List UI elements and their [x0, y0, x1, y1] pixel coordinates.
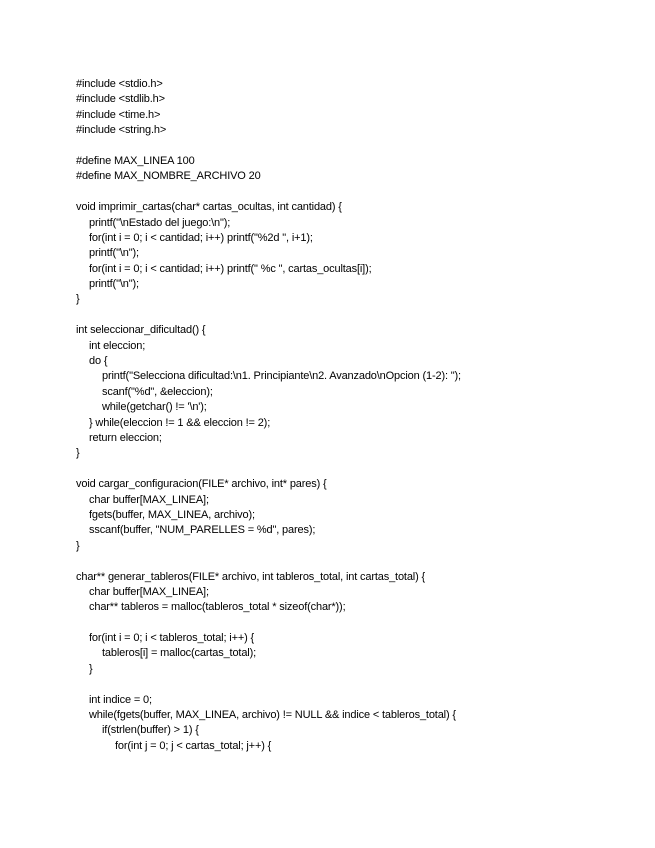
code-line: } — [76, 447, 80, 460]
code-line: printf("Selecciona dificultad:\n1. Principiante\n2. Avanzado\nOpcion (1-2): "); — [102, 370, 461, 383]
code-line: scanf("%d", &eleccion); — [102, 385, 213, 398]
code-line: } while(eleccion != 1 && eleccion != 2); — [89, 416, 271, 429]
code-line: char** generar_tableros(FILE* archivo, int tableros_total, int cartas_total) { — [76, 570, 426, 583]
code-line: void imprimir_cartas(char* cartas_ocultas, int cantidad) { — [76, 201, 342, 214]
code-line: while(getchar() != '\n'); — [102, 401, 207, 414]
code-line: sscanf(buffer, "NUM_PARELLES = %d", pares); — [89, 524, 316, 537]
code-line: if(strlen(buffer) > 1) { — [102, 724, 199, 737]
code-line: #include <stdlib.h> — [76, 93, 165, 106]
code-line: printf("\n"); — [89, 247, 139, 260]
code-line: for(int i = 0; i < cantidad; i++) printf(" %c ", cartas_ocultas[i]); — [89, 262, 372, 275]
code-listing — [76, 77, 461, 754]
code-line: tableros[i] = malloc(cartas_total); — [102, 647, 257, 660]
code-line: do { — [89, 355, 108, 368]
code-line: char buffer[MAX_LINEA]; — [89, 585, 209, 598]
code-line: #include <time.h> — [76, 108, 161, 121]
blank-line — [76, 616, 461, 631]
blank-line — [76, 308, 461, 323]
code-line: char buffer[MAX_LINEA]; — [89, 493, 209, 506]
blank-line — [76, 139, 461, 154]
code-line: printf("\n"); — [89, 278, 139, 291]
code-line: while(fgets(buffer, MAX_LINEA, archivo) != NULL && indice < tableros_total) { — [89, 709, 456, 722]
code-line: int indice = 0; — [89, 693, 152, 706]
code-line: int seleccionar_dificultad() { — [76, 324, 206, 337]
code-line: int eleccion; — [89, 339, 146, 352]
code-line: fgets(buffer, MAX_LINEA, archivo); — [89, 508, 255, 521]
code-line: } — [76, 539, 80, 552]
code-line: for(int i = 0; i < cantidad; i++) printf("%2d ", i+1); — [89, 231, 313, 244]
code-line: } — [76, 293, 80, 306]
code-line: #include <stdio.h> — [76, 78, 163, 90]
code-line: char** tableros = malloc(tableros_total * sizeof(char*)); — [89, 601, 346, 614]
blank-line — [76, 554, 461, 569]
blank-line — [76, 677, 461, 692]
blank-line — [76, 462, 461, 477]
code-line: #define MAX_NOMBRE_ARCHIVO 20 — [76, 170, 261, 183]
code-line: #define MAX_LINEA 100 — [76, 154, 195, 167]
code-line: printf("\nEstado del juego:\n"); — [89, 216, 231, 229]
blank-line — [76, 185, 461, 200]
code-line: #include <string.h> — [76, 124, 167, 137]
code-line: for(int i = 0; i < tableros_total; i++) { — [89, 632, 255, 645]
code-line: } — [89, 662, 93, 675]
code-line: void cargar_configuracion(FILE* archivo, int* pares) { — [76, 478, 327, 491]
code-line: for(int j = 0; j < cartas_total; j++) { — [115, 739, 272, 752]
code-line: return eleccion; — [89, 431, 162, 444]
